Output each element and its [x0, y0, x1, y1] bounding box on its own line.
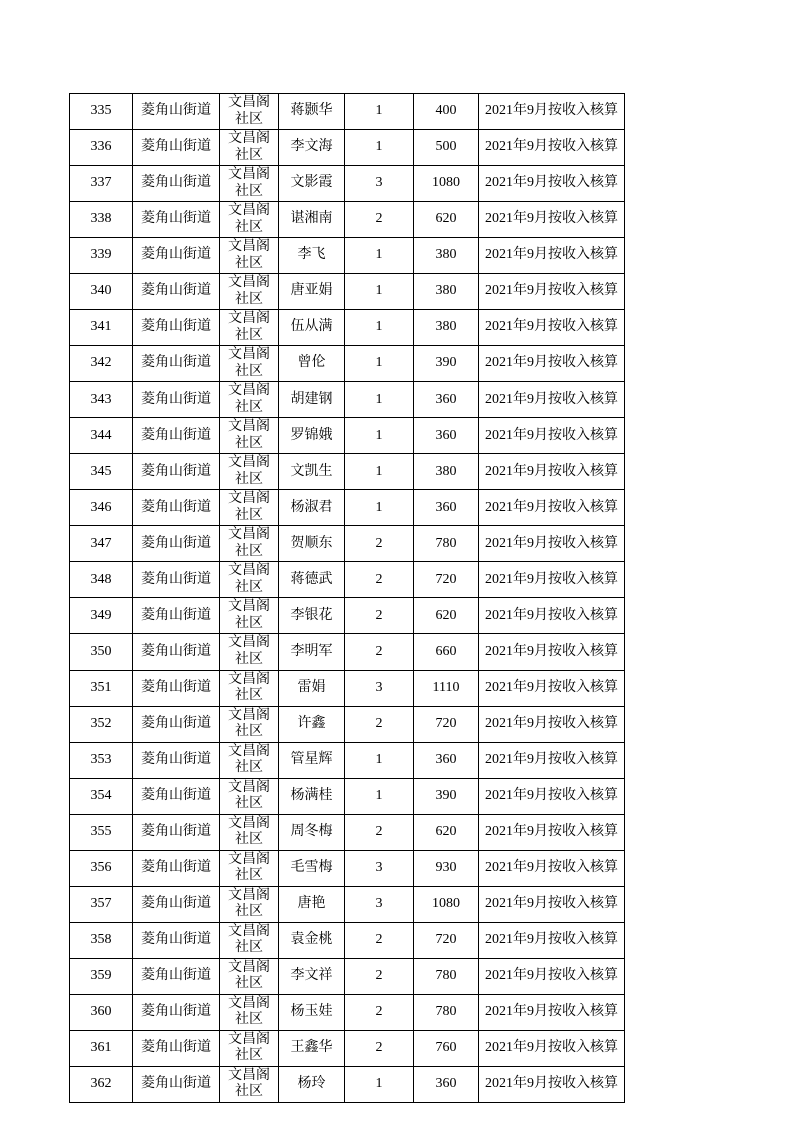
community-cell: 文昌阁社区 [220, 238, 279, 274]
street-cell: 菱角山街道 [133, 202, 220, 238]
seq-cell: 344 [70, 418, 133, 454]
community-cell: 文昌阁社区 [220, 94, 279, 130]
count-cell: 2 [345, 706, 414, 742]
seq-cell: 335 [70, 94, 133, 130]
street-cell: 菱角山街道 [133, 562, 220, 598]
amount-cell: 1080 [414, 166, 479, 202]
street-cell: 菱角山街道 [133, 130, 220, 166]
seq-cell: 353 [70, 742, 133, 778]
seq-cell: 350 [70, 634, 133, 670]
community-cell: 文昌阁社区 [220, 886, 279, 922]
community-cell: 文昌阁社区 [220, 850, 279, 886]
count-cell: 1 [345, 130, 414, 166]
amount-cell: 620 [414, 814, 479, 850]
table-row [70, 346, 625, 382]
count-cell: 1 [345, 310, 414, 346]
count-cell: 2 [345, 1030, 414, 1066]
amount-cell: 400 [414, 94, 479, 130]
table-row [70, 922, 625, 958]
count-cell: 2 [345, 562, 414, 598]
name-cell: 谌湘南 [279, 202, 345, 238]
count-cell: 1 [345, 418, 414, 454]
amount-cell: 360 [414, 490, 479, 526]
name-cell: 管星辉 [279, 742, 345, 778]
count-cell: 1 [345, 274, 414, 310]
note-cell: 2021年9月按收入核算 [479, 670, 625, 706]
table-row [70, 778, 625, 814]
amount-cell: 1080 [414, 886, 479, 922]
amount-cell: 380 [414, 274, 479, 310]
community-cell: 文昌阁社区 [220, 454, 279, 490]
count-cell: 2 [345, 994, 414, 1030]
amount-cell: 720 [414, 562, 479, 598]
amount-cell: 390 [414, 778, 479, 814]
street-cell: 菱角山街道 [133, 274, 220, 310]
seq-cell: 357 [70, 886, 133, 922]
street-cell: 菱角山街道 [133, 418, 220, 454]
community-cell: 文昌阁社区 [220, 814, 279, 850]
name-cell: 蒋德武 [279, 562, 345, 598]
name-cell: 李飞 [279, 238, 345, 274]
name-cell: 杨淑君 [279, 490, 345, 526]
note-cell: 2021年9月按收入核算 [479, 994, 625, 1030]
table-row [70, 166, 625, 202]
note-cell: 2021年9月按收入核算 [479, 886, 625, 922]
note-cell: 2021年9月按收入核算 [479, 850, 625, 886]
count-cell: 1 [345, 742, 414, 778]
seq-cell: 349 [70, 598, 133, 634]
street-cell: 菱角山街道 [133, 454, 220, 490]
name-cell: 曾伦 [279, 346, 345, 382]
note-cell: 2021年9月按收入核算 [479, 418, 625, 454]
table-row [70, 202, 625, 238]
table-row [70, 742, 625, 778]
seq-cell: 355 [70, 814, 133, 850]
amount-cell: 360 [414, 382, 479, 418]
name-cell: 李文海 [279, 130, 345, 166]
note-cell: 2021年9月按收入核算 [479, 1066, 625, 1102]
name-cell: 文影霞 [279, 166, 345, 202]
table-row [70, 886, 625, 922]
community-cell: 文昌阁社区 [220, 166, 279, 202]
note-cell: 2021年9月按收入核算 [479, 238, 625, 274]
table-row [70, 1030, 625, 1066]
table-row [70, 418, 625, 454]
table-row [70, 814, 625, 850]
community-cell: 文昌阁社区 [220, 742, 279, 778]
seq-cell: 362 [70, 1066, 133, 1102]
count-cell: 2 [345, 202, 414, 238]
name-cell: 袁金桃 [279, 922, 345, 958]
name-cell: 伍从满 [279, 310, 345, 346]
community-cell: 文昌阁社区 [220, 670, 279, 706]
community-cell: 文昌阁社区 [220, 202, 279, 238]
seq-cell: 338 [70, 202, 133, 238]
count-cell: 1 [345, 346, 414, 382]
name-cell: 唐艳 [279, 886, 345, 922]
table-row [70, 490, 625, 526]
seq-cell: 341 [70, 310, 133, 346]
note-cell: 2021年9月按收入核算 [479, 634, 625, 670]
amount-cell: 360 [414, 1066, 479, 1102]
name-cell: 许鑫 [279, 706, 345, 742]
seq-cell: 361 [70, 1030, 133, 1066]
note-cell: 2021年9月按收入核算 [479, 310, 625, 346]
name-cell: 周冬梅 [279, 814, 345, 850]
count-cell: 1 [345, 490, 414, 526]
count-cell: 1 [345, 238, 414, 274]
name-cell: 唐亚娟 [279, 274, 345, 310]
community-cell: 文昌阁社区 [220, 598, 279, 634]
street-cell: 菱角山街道 [133, 598, 220, 634]
note-cell: 2021年9月按收入核算 [479, 130, 625, 166]
table-row [70, 562, 625, 598]
seq-cell: 360 [70, 994, 133, 1030]
community-cell: 文昌阁社区 [220, 346, 279, 382]
note-cell: 2021年9月按收入核算 [479, 706, 625, 742]
street-cell: 菱角山街道 [133, 778, 220, 814]
table-row [70, 130, 625, 166]
seq-cell: 339 [70, 238, 133, 274]
street-cell: 菱角山街道 [133, 166, 220, 202]
note-cell: 2021年9月按收入核算 [479, 346, 625, 382]
table-row [70, 706, 625, 742]
name-cell: 王鑫华 [279, 1030, 345, 1066]
table-row [70, 634, 625, 670]
community-cell: 文昌阁社区 [220, 922, 279, 958]
street-cell: 菱角山街道 [133, 850, 220, 886]
count-cell: 3 [345, 886, 414, 922]
amount-cell: 500 [414, 130, 479, 166]
name-cell: 杨满桂 [279, 778, 345, 814]
table-row [70, 310, 625, 346]
table-row [70, 94, 625, 130]
seq-cell: 356 [70, 850, 133, 886]
count-cell: 2 [345, 526, 414, 562]
seq-cell: 348 [70, 562, 133, 598]
note-cell: 2021年9月按收入核算 [479, 778, 625, 814]
amount-cell: 360 [414, 418, 479, 454]
note-cell: 2021年9月按收入核算 [479, 958, 625, 994]
note-cell: 2021年9月按收入核算 [479, 490, 625, 526]
note-cell: 2021年9月按收入核算 [479, 274, 625, 310]
note-cell: 2021年9月按收入核算 [479, 742, 625, 778]
table-body [70, 94, 625, 1103]
amount-cell: 380 [414, 454, 479, 490]
seq-cell: 340 [70, 274, 133, 310]
seq-cell: 336 [70, 130, 133, 166]
amount-cell: 720 [414, 706, 479, 742]
count-cell: 2 [345, 922, 414, 958]
table-row [70, 598, 625, 634]
community-cell: 文昌阁社区 [220, 634, 279, 670]
street-cell: 菱角山街道 [133, 958, 220, 994]
count-cell: 1 [345, 778, 414, 814]
table-row [70, 274, 625, 310]
note-cell: 2021年9月按收入核算 [479, 922, 625, 958]
name-cell: 贺顺东 [279, 526, 345, 562]
income-verification-table [69, 93, 625, 1103]
seq-cell: 346 [70, 490, 133, 526]
amount-cell: 620 [414, 202, 479, 238]
name-cell: 李明军 [279, 634, 345, 670]
community-cell: 文昌阁社区 [220, 1066, 279, 1102]
amount-cell: 930 [414, 850, 479, 886]
count-cell: 3 [345, 166, 414, 202]
name-cell: 杨玉娃 [279, 994, 345, 1030]
street-cell: 菱角山街道 [133, 886, 220, 922]
name-cell: 罗锦娥 [279, 418, 345, 454]
seq-cell: 337 [70, 166, 133, 202]
note-cell: 2021年9月按收入核算 [479, 526, 625, 562]
street-cell: 菱角山街道 [133, 922, 220, 958]
name-cell: 文凯生 [279, 454, 345, 490]
community-cell: 文昌阁社区 [220, 382, 279, 418]
community-cell: 文昌阁社区 [220, 562, 279, 598]
seq-cell: 352 [70, 706, 133, 742]
table-row [70, 670, 625, 706]
seq-cell: 345 [70, 454, 133, 490]
table-row [70, 454, 625, 490]
amount-cell: 760 [414, 1030, 479, 1066]
amount-cell: 780 [414, 958, 479, 994]
count-cell: 1 [345, 94, 414, 130]
seq-cell: 359 [70, 958, 133, 994]
seq-cell: 351 [70, 670, 133, 706]
table-row [70, 994, 625, 1030]
street-cell: 菱角山街道 [133, 346, 220, 382]
street-cell: 菱角山街道 [133, 706, 220, 742]
community-cell: 文昌阁社区 [220, 958, 279, 994]
name-cell: 雷娟 [279, 670, 345, 706]
community-cell: 文昌阁社区 [220, 274, 279, 310]
table-row [70, 382, 625, 418]
street-cell: 菱角山街道 [133, 994, 220, 1030]
community-cell: 文昌阁社区 [220, 310, 279, 346]
amount-cell: 380 [414, 238, 479, 274]
name-cell: 李文祥 [279, 958, 345, 994]
note-cell: 2021年9月按收入核算 [479, 202, 625, 238]
community-cell: 文昌阁社区 [220, 490, 279, 526]
table-row [70, 958, 625, 994]
note-cell: 2021年9月按收入核算 [479, 598, 625, 634]
amount-cell: 660 [414, 634, 479, 670]
seq-cell: 343 [70, 382, 133, 418]
name-cell: 李银花 [279, 598, 345, 634]
street-cell: 菱角山街道 [133, 382, 220, 418]
note-cell: 2021年9月按收入核算 [479, 814, 625, 850]
amount-cell: 720 [414, 922, 479, 958]
amount-cell: 380 [414, 310, 479, 346]
community-cell: 文昌阁社区 [220, 994, 279, 1030]
count-cell: 2 [345, 634, 414, 670]
street-cell: 菱角山街道 [133, 670, 220, 706]
name-cell: 胡建钢 [279, 382, 345, 418]
seq-cell: 358 [70, 922, 133, 958]
amount-cell: 780 [414, 526, 479, 562]
name-cell: 杨玲 [279, 1066, 345, 1102]
amount-cell: 390 [414, 346, 479, 382]
street-cell: 菱角山街道 [133, 310, 220, 346]
note-cell: 2021年9月按收入核算 [479, 166, 625, 202]
note-cell: 2021年9月按收入核算 [479, 454, 625, 490]
seq-cell: 354 [70, 778, 133, 814]
amount-cell: 1110 [414, 670, 479, 706]
note-cell: 2021年9月按收入核算 [479, 94, 625, 130]
count-cell: 1 [345, 382, 414, 418]
amount-cell: 360 [414, 742, 479, 778]
community-cell: 文昌阁社区 [220, 778, 279, 814]
table-row [70, 526, 625, 562]
street-cell: 菱角山街道 [133, 526, 220, 562]
count-cell: 1 [345, 1066, 414, 1102]
count-cell: 3 [345, 850, 414, 886]
community-cell: 文昌阁社区 [220, 1030, 279, 1066]
count-cell: 2 [345, 598, 414, 634]
community-cell: 文昌阁社区 [220, 706, 279, 742]
note-cell: 2021年9月按收入核算 [479, 382, 625, 418]
table-row [70, 1066, 625, 1102]
street-cell: 菱角山街道 [133, 1066, 220, 1102]
count-cell: 3 [345, 670, 414, 706]
table-row [70, 850, 625, 886]
street-cell: 菱角山街道 [133, 238, 220, 274]
seq-cell: 347 [70, 526, 133, 562]
note-cell: 2021年9月按收入核算 [479, 562, 625, 598]
community-cell: 文昌阁社区 [220, 418, 279, 454]
name-cell: 毛雪梅 [279, 850, 345, 886]
count-cell: 2 [345, 958, 414, 994]
street-cell: 菱角山街道 [133, 1030, 220, 1066]
name-cell: 蒋颢华 [279, 94, 345, 130]
street-cell: 菱角山街道 [133, 742, 220, 778]
count-cell: 1 [345, 454, 414, 490]
amount-cell: 780 [414, 994, 479, 1030]
note-cell: 2021年9月按收入核算 [479, 1030, 625, 1066]
count-cell: 2 [345, 814, 414, 850]
community-cell: 文昌阁社区 [220, 130, 279, 166]
street-cell: 菱角山街道 [133, 94, 220, 130]
street-cell: 菱角山街道 [133, 634, 220, 670]
street-cell: 菱角山街道 [133, 490, 220, 526]
community-cell: 文昌阁社区 [220, 526, 279, 562]
table-row [70, 238, 625, 274]
amount-cell: 620 [414, 598, 479, 634]
seq-cell: 342 [70, 346, 133, 382]
street-cell: 菱角山街道 [133, 814, 220, 850]
